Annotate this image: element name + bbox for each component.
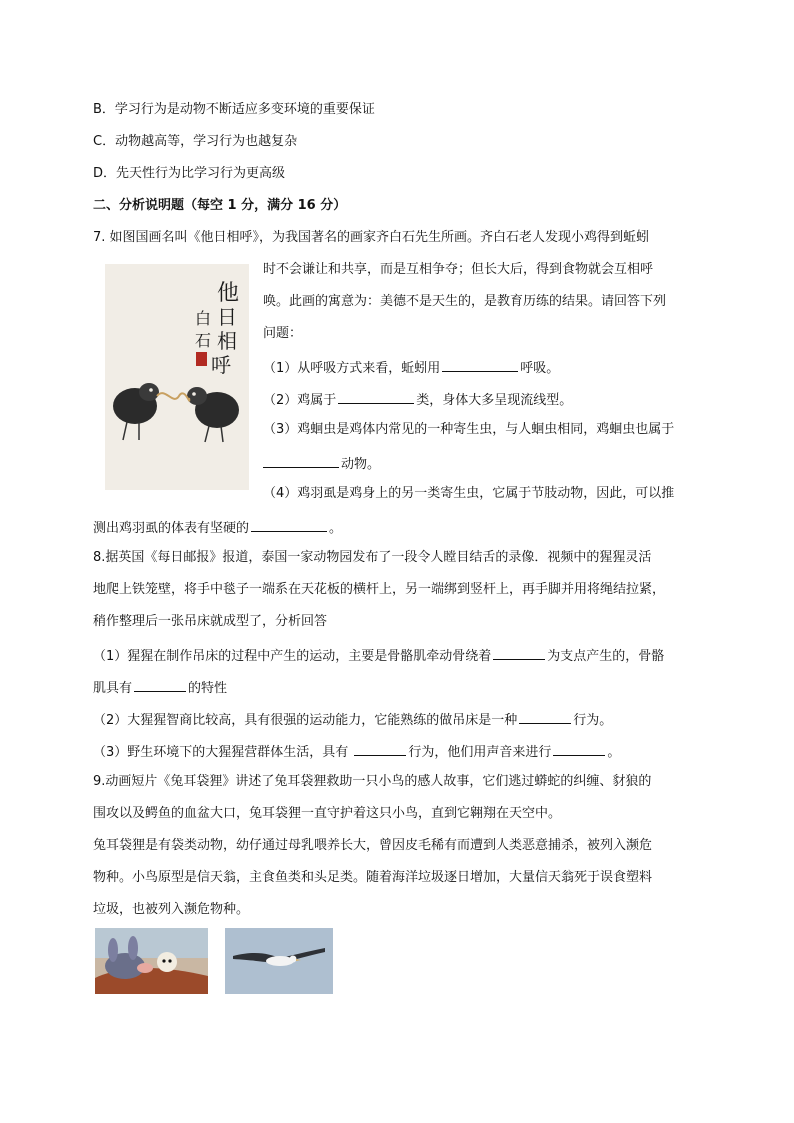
q7-part4-text-b: 测出鸡羽虱的体表有坚硬的	[93, 521, 250, 536]
q8-part1-text-c: 肌具有	[93, 681, 133, 696]
q8-part3-blank2[interactable]	[553, 741, 605, 756]
q7-part3-text-b: 动物。	[341, 457, 381, 472]
q8-part1-text-d: 的特性	[188, 681, 228, 696]
painting-char-2: 日	[217, 305, 237, 329]
option-b: B．学习行为是动物不断适应多变环境的重要保证	[93, 102, 375, 117]
q8-part1-text-a: （1）猩猩在制作吊床的过程中产生的运动，主要是骨骼肌牵动骨绕着	[93, 649, 492, 664]
q9-line4: 物种。小鸟原型是信天翁，主食鱼类和头足类。随着海洋垃圾逐日增加，大量信天翁死于误食塑料	[93, 870, 653, 885]
q8-part2-blank[interactable]	[519, 709, 571, 724]
option-c: C．动物越高等，学习行为也越复杂	[93, 134, 298, 149]
painting-char-3: 相	[217, 329, 237, 353]
painting-char-6: 石	[195, 331, 212, 350]
q7-part2	[263, 389, 572, 410]
q7-line4: 问题：	[263, 326, 303, 341]
q9-line1: 9.动画短片《兔耳袋狸》讲述了兔耳袋狸救助一只小鸟的感人故事，它们逃过蟒蛇的纠缠、豺狼的	[93, 774, 652, 789]
bilby-animation-image	[95, 928, 208, 994]
q9-line5: 垃圾，也被列入濒危物种。	[93, 902, 250, 917]
albatross-image	[225, 928, 333, 994]
q8-line3: 稍作整理后一张吊床就成型了，分析回答	[93, 614, 328, 629]
q7-part4: （4）鸡羽虱是鸡身上的另一类寄生虫，它属于节肢动物，因此，可以推	[263, 486, 675, 501]
option-d: D．先天性行为比学习行为更高级	[93, 166, 286, 181]
painting-svg	[105, 264, 249, 490]
q8-part3-text-b: 行为，他们用声音来进行	[408, 745, 552, 760]
q7-part2-text-b: 类，身体大多呈现流线型。	[416, 393, 573, 408]
q7-part1-blank[interactable]	[442, 357, 518, 372]
q7-part4-text-c: 。	[329, 521, 343, 536]
painting-char-1: 他	[217, 281, 240, 306]
q7-part3: （3）鸡蛔虫是鸡体内常见的一种寄生虫，与人蛔虫相同，鸡蛔虫也属于	[263, 422, 675, 437]
q9-line2: 围攻以及鳄鱼的血盆大口，兔耳袋狸一直守护着这只小鸟，直到它翱翔在天空中。	[93, 806, 562, 821]
q7-part1-text-b: 呼吸。	[520, 361, 560, 376]
q8-line2: 地爬上铁笼壁，将手中毯子一端系在天花板的横杆上，另一端绑到竖杆上，再手脚并用将绳结拉紧，	[93, 582, 666, 597]
q8-part3-text-a: （3）野生环境下的大猩猩营群体生活，具有	[93, 745, 353, 760]
q8-part3-text-c: 。	[607, 745, 621, 760]
q8-part2-text-a: （2）大猩猩智商比较高，具有很强的运动能力，它能熟练的做吊床是一种	[93, 713, 518, 728]
q7-part1	[263, 357, 559, 378]
q8-line1: 8.据英国《每日邮报》报道，泰国一家动物园发布了一段令人瞠目结舌的录像．视频中的猩猩灵活	[93, 550, 652, 565]
q8-part1-blank1[interactable]	[493, 645, 545, 660]
q7-part4-cont	[93, 517, 342, 538]
q8-part1-blank2[interactable]	[134, 677, 186, 692]
q8-part2	[93, 709, 612, 730]
q7-part3-cont	[263, 453, 380, 474]
painting-char-4: 呼	[211, 353, 231, 377]
q7-part4-blank[interactable]	[251, 517, 327, 532]
q8-part1-cont	[93, 677, 227, 698]
q8-part1	[93, 645, 664, 666]
q8-part3	[93, 741, 620, 762]
q7-part2-text-a: （2）鸡属于	[263, 393, 337, 408]
q7-line1: 7. 如图国画名叫《他日相呼》，为我国著名的画家齐白石先生所画。齐白石老人发现小鸡得到蚯蚓	[93, 230, 650, 245]
painting-char-5: 白	[195, 309, 212, 328]
q7-line3: 唤。此画的寓意为：美德不是天生的，是教育历练的结果。请回答下列	[263, 294, 667, 309]
q7-part1-text-a: （1）从呼吸方式来看，蚯蚓用	[263, 361, 441, 376]
q9-line3: 兔耳袋狸是有袋类动物，幼仔通过母乳喂养长大，曾因皮毛稀有而遭到人类恶意捕杀，被列入濒危	[93, 838, 653, 853]
painting-seal	[196, 352, 207, 366]
q8-part2-text-b: 行为。	[573, 713, 613, 728]
q7-part2-blank[interactable]	[338, 389, 414, 404]
painting-image	[105, 264, 249, 490]
q8-part3-blank1[interactable]	[354, 741, 406, 756]
section-title: 二、分析说明题（每空 1 分，满分 16 分）	[93, 198, 347, 213]
q8-part1-text-b: 为支点产生的，骨骼	[547, 649, 665, 664]
q7-part3-blank[interactable]	[263, 453, 339, 468]
q7-line2: 时不会谦让和共享，而是互相争夺；但长大后，得到食物就会互相呼	[263, 262, 654, 277]
